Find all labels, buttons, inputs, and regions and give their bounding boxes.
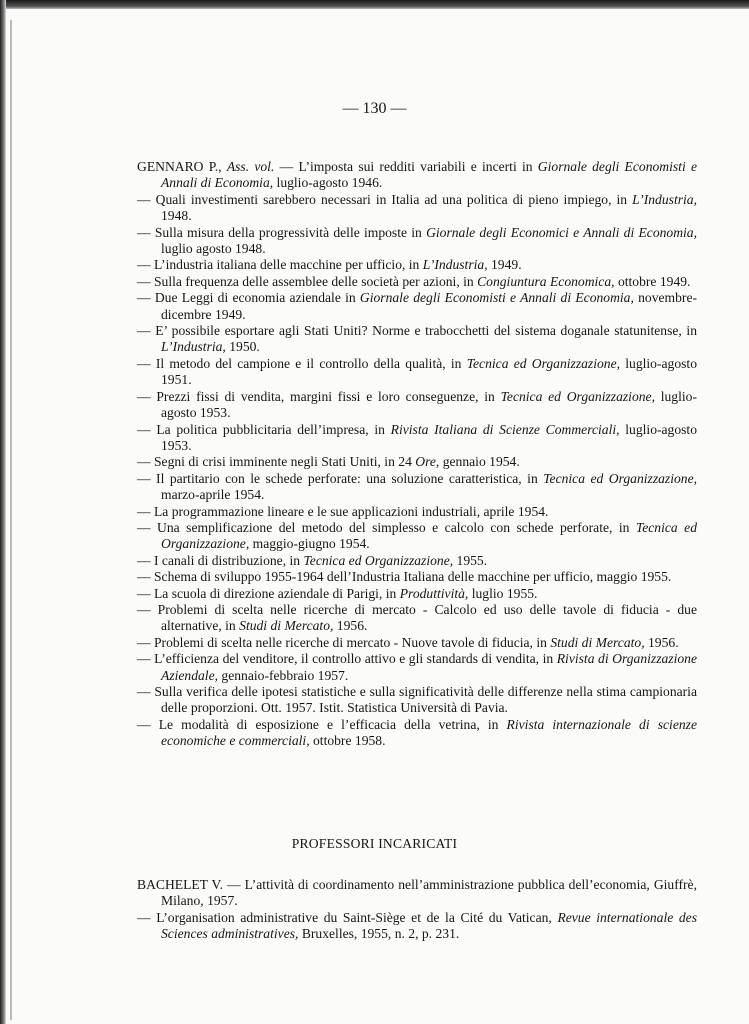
- bibliography-entry: [137, 635, 697, 651]
- entry-text: — Sulla misura della progressività delle imposte in: [137, 224, 427, 240]
- entry-text: — La programmazione lineare e le sue applicazioni industriali, aprile 1954.: [137, 503, 549, 519]
- entry-text: 1950.: [225, 339, 260, 355]
- bibliography-entry: [137, 389, 697, 422]
- bibliography-entry: [137, 520, 697, 553]
- publication-title: Tecnica ed Organizzazione,: [543, 470, 698, 486]
- entry-text: — I canali di distribuzione, in: [137, 552, 304, 568]
- bibliography-entry: [137, 684, 697, 717]
- entry-text: — Le modalità di esposizione e l’efficacia della vetrina, in: [137, 716, 507, 732]
- bibliography-entry: [137, 192, 697, 225]
- entry-text: gennaio-febbraio 1957.: [218, 667, 349, 683]
- publication-title: Rivista di Organizzazione Aziendale,: [161, 651, 697, 683]
- bibliography-entry: [137, 569, 697, 585]
- entry-text: ottobre 1949.: [614, 273, 691, 289]
- publication-title: Giornale degli Economisti e Annali di Economia,: [359, 290, 634, 306]
- entry-text: gennaio 1954.: [439, 454, 520, 470]
- entry-text: — Due Leggi di economia aziendale in: [137, 290, 360, 306]
- entry-text: 1956.: [644, 634, 679, 650]
- section-heading: PROFESSORI INCARICATI: [291, 836, 458, 851]
- bibliography-gennaro: [137, 159, 697, 750]
- publication-title: Revue internationale des Sciences administratives,: [161, 909, 697, 942]
- publication-title: Rivista Italiana di Scienze Commerciali,: [390, 421, 620, 437]
- publication-title: Studi di Mercato,: [550, 634, 645, 650]
- page-number: — 130 —: [342, 100, 407, 117]
- bibliography-entry: [137, 290, 697, 323]
- publication-title: L’Industria,: [161, 339, 226, 355]
- publication-title: Tecnica ed Organizzazione,: [500, 388, 655, 404]
- scan-binding-shadow: [10, 20, 12, 1020]
- publication-title: Tecnica ed Organizzazione,: [303, 552, 454, 568]
- entry-text: 1948.: [161, 208, 192, 224]
- entry-text: — Problemi di scelta nelle ricerche di mercato - Calcolo ed uso delle tavole di fiducia - due alternative, in: [137, 601, 697, 634]
- publication-title: Ore,: [415, 454, 440, 470]
- entry-text: BACHELET V. — L’attività di coordinamento nell’amministrazione pubblica dell’economia, Giuffrè, Milano, 1957.: [137, 877, 697, 909]
- entry-text: — Sulla verifica delle ipotesi statistiche e sulla significatività delle differenze nella stima campionaria delle proporzioni. Ott. 1957. Istit. Statistica Università di Pavia.: [137, 684, 697, 716]
- entry-text: — Una semplificazione del metodo del simplesso e calcolo con schede perforate, in: [137, 519, 636, 535]
- entry-text: 1955.: [453, 552, 488, 568]
- entry-text: GENNARO P.,: [137, 159, 227, 174]
- entry-text: — L’efficienza del venditore, il controllo attivo e gli standards di vendita, in: [137, 651, 557, 667]
- bibliography-entry: [137, 910, 697, 943]
- bibliography-entry: [137, 274, 697, 290]
- bibliography-entry: [137, 586, 697, 602]
- entry-text: — Il metodo del campione e il controllo della qualità, in: [137, 355, 467, 371]
- bibliography-bachelet: [137, 877, 697, 943]
- entry-text: — Il partitario con le schede perforate: una soluzione caratteristica, in: [137, 470, 544, 486]
- entry-text: luglio-agosto 1951.: [161, 355, 698, 388]
- bibliography-entry: [137, 504, 697, 520]
- bibliography-entry: [137, 422, 697, 455]
- bibliography-entry: [137, 225, 697, 258]
- entry-text: — Segni di crisi imminente negli Stati Uniti, in 24: [137, 454, 416, 470]
- entry-text: luglio agosto 1948.: [161, 241, 266, 257]
- entry-text: — Quali investimenti sarebbero necessari in Italia ad una politica di pieno impiego, in: [137, 191, 633, 207]
- publication-title: Giornale degli Economici e Annali di Economia,: [426, 224, 697, 240]
- bibliography-entry: [137, 471, 697, 504]
- entry-text: Bruxelles, 1955, n. 2, p. 231.: [298, 926, 460, 942]
- bibliography-entry: [137, 553, 697, 569]
- entry-text: luglio-agosto 1953.: [161, 421, 698, 453]
- publication-title: Congiuntura Economica,: [477, 273, 615, 289]
- bibliography-entry: [137, 877, 697, 910]
- bibliography-entry: [137, 651, 697, 684]
- entry-text: — L’organisation administrative du Saint-Siège et de la Cité du Vatican,: [137, 909, 558, 925]
- entry-text: — L’industria italiana delle macchine per ufficio, in: [137, 257, 423, 273]
- bibliography-entry: [137, 323, 697, 356]
- bibliography-entry: [137, 257, 697, 273]
- entry-text: — L’imposta sui redditi variabili e incerti in: [274, 159, 538, 174]
- bibliography-entry: [137, 159, 697, 192]
- publication-title: Produttività,: [399, 585, 469, 601]
- entry-text: — Problemi di scelta nelle ricerche di mercato - Nuove tavole di fiducia, in: [137, 634, 551, 650]
- entry-text: novembre-dicembre 1949.: [161, 290, 698, 322]
- entry-text: — E’ possibile esportare agli Stati Uniti? Norme e trabocchetti del sistema doganale statunitense, in: [137, 323, 697, 339]
- entry-text: — Sulla frequenza delle assemblee delle società per azioni, in: [137, 273, 478, 289]
- entry-text: marzo-aprile 1954.: [161, 487, 265, 503]
- publication-title: Rivista internazionale di scienze economiche e commerciali,: [161, 716, 697, 749]
- publication-title: Giornale degli Economisti e Annali di Economia,: [161, 159, 698, 191]
- publication-title: Ass. vol.: [226, 159, 275, 174]
- scan-left-edge: [0, 0, 6, 1024]
- entry-text: ottobre 1958.: [309, 733, 386, 749]
- publication-title: Tecnica ed Organizzazione,: [466, 355, 621, 371]
- bibliography-entry: [137, 356, 697, 389]
- entry-text: maggio-giugno 1954.: [249, 536, 370, 552]
- entry-text: luglio-agosto 1946.: [273, 175, 383, 191]
- entry-text: — La scuola di direzione aziendale di Parigi, in: [137, 585, 400, 601]
- entry-text: luglio 1955.: [468, 585, 538, 601]
- entry-text: — La politica pubblicitaria dell’impresa, in: [137, 421, 391, 437]
- scan-top-edge: [0, 0, 749, 9]
- entry-text: — Schema di sviluppo 1955-1964 dell’Industria Italiana delle macchine per ufficio, maggio 1955.: [137, 569, 672, 585]
- publication-title: L’Industria,: [632, 191, 697, 207]
- entry-text: — Prezzi fissi di vendita, margini fissi e loro conseguenze, in: [137, 388, 501, 404]
- entry-text: 1949.: [487, 257, 522, 273]
- publication-title: Studi di Mercato,: [239, 618, 334, 634]
- bibliography-entry: [137, 717, 697, 750]
- publication-title: L’Industria,: [422, 257, 488, 273]
- bibliography-entry: [137, 454, 697, 470]
- entry-text: 1956.: [333, 618, 368, 634]
- entry-text: luglio-agosto 1953.: [161, 388, 697, 421]
- bibliography-entry: [137, 602, 697, 635]
- publication-title: Tecnica ed Organizzazione,: [161, 519, 698, 552]
